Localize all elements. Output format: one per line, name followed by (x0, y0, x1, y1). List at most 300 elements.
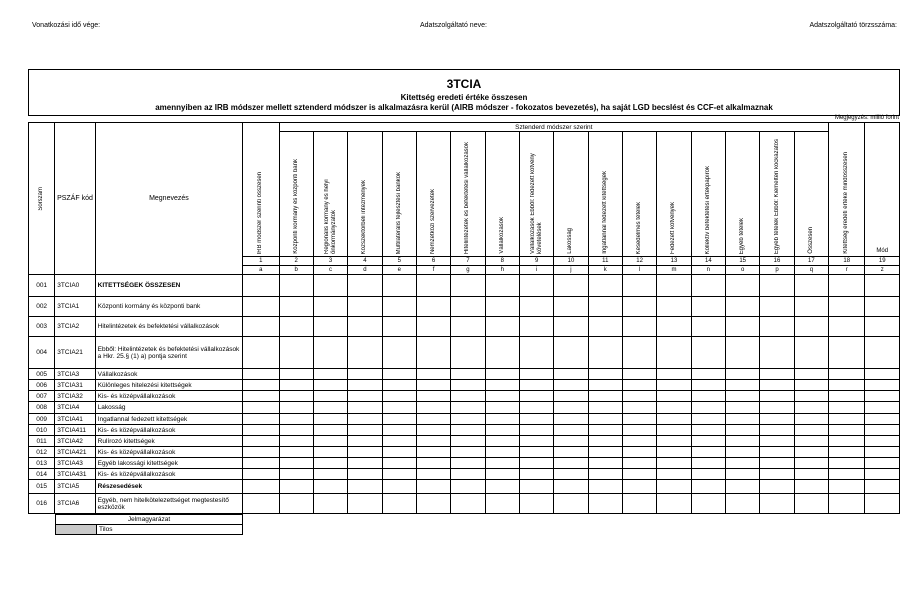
data-cell[interactable] (794, 436, 828, 447)
data-cell[interactable] (348, 297, 382, 317)
data-cell[interactable] (865, 458, 900, 469)
data-cell[interactable] (279, 391, 313, 402)
data-cell[interactable] (865, 425, 900, 436)
data-cell[interactable] (657, 414, 691, 425)
data-cell[interactable] (416, 380, 450, 391)
data-cell[interactable] (416, 480, 450, 494)
data-cell[interactable] (622, 391, 656, 402)
data-cell[interactable] (726, 391, 760, 402)
data-cell[interactable] (485, 337, 519, 369)
data-cell[interactable] (348, 402, 382, 414)
data-cell[interactable] (243, 436, 279, 447)
data-cell[interactable] (279, 380, 313, 391)
data-cell[interactable] (657, 480, 691, 494)
data-cell[interactable] (691, 369, 725, 380)
data-cell[interactable] (451, 317, 485, 337)
data-cell[interactable] (829, 337, 865, 369)
data-cell[interactable] (865, 275, 900, 297)
data-cell[interactable] (865, 447, 900, 458)
data-cell[interactable] (622, 337, 656, 369)
data-cell[interactable] (519, 425, 553, 436)
data-cell[interactable] (451, 447, 485, 458)
data-cell[interactable] (760, 458, 794, 469)
data-cell[interactable] (485, 458, 519, 469)
data-cell[interactable] (279, 317, 313, 337)
data-cell[interactable] (726, 275, 760, 297)
data-cell[interactable] (416, 447, 450, 458)
data-cell[interactable] (451, 414, 485, 425)
data-cell[interactable] (865, 436, 900, 447)
data-cell[interactable] (726, 402, 760, 414)
data-cell[interactable] (691, 447, 725, 458)
data-cell[interactable] (554, 402, 588, 414)
data-cell[interactable] (691, 275, 725, 297)
data-cell[interactable] (279, 337, 313, 369)
data-cell[interactable] (829, 391, 865, 402)
data-cell[interactable] (760, 380, 794, 391)
data-cell[interactable] (382, 337, 416, 369)
data-cell[interactable] (279, 402, 313, 414)
data-cell[interactable] (657, 425, 691, 436)
data-cell[interactable] (243, 480, 279, 494)
data-cell[interactable] (554, 414, 588, 425)
data-cell[interactable] (519, 447, 553, 458)
data-cell[interactable] (865, 414, 900, 425)
data-cell[interactable] (485, 436, 519, 447)
data-cell[interactable] (313, 317, 347, 337)
data-cell[interactable] (657, 391, 691, 402)
data-cell[interactable] (865, 494, 900, 514)
data-cell[interactable] (691, 414, 725, 425)
data-cell[interactable] (588, 480, 622, 494)
data-cell[interactable] (348, 369, 382, 380)
data-cell[interactable] (485, 297, 519, 317)
data-cell[interactable] (622, 380, 656, 391)
data-cell[interactable] (794, 494, 828, 514)
data-cell[interactable] (348, 469, 382, 480)
data-cell[interactable] (829, 425, 865, 436)
data-cell[interactable] (760, 447, 794, 458)
data-cell[interactable] (313, 469, 347, 480)
data-cell[interactable] (416, 391, 450, 402)
data-cell[interactable] (348, 275, 382, 297)
data-cell[interactable] (416, 458, 450, 469)
data-cell[interactable] (243, 425, 279, 436)
data-cell[interactable] (794, 275, 828, 297)
data-cell[interactable] (485, 469, 519, 480)
data-cell[interactable] (588, 297, 622, 317)
data-cell[interactable] (588, 447, 622, 458)
data-cell[interactable] (519, 458, 553, 469)
data-cell[interactable] (382, 275, 416, 297)
data-cell[interactable] (726, 414, 760, 425)
data-cell[interactable] (760, 391, 794, 402)
data-cell[interactable] (519, 402, 553, 414)
data-cell[interactable] (691, 317, 725, 337)
data-cell[interactable] (382, 297, 416, 317)
data-cell[interactable] (588, 391, 622, 402)
data-cell[interactable] (313, 402, 347, 414)
data-cell[interactable] (865, 337, 900, 369)
data-cell[interactable] (760, 297, 794, 317)
data-cell[interactable] (726, 494, 760, 514)
data-cell[interactable] (416, 494, 450, 514)
data-cell[interactable] (485, 275, 519, 297)
data-cell[interactable] (485, 447, 519, 458)
data-cell[interactable] (794, 369, 828, 380)
data-cell[interactable] (760, 317, 794, 337)
data-cell[interactable] (313, 494, 347, 514)
data-cell[interactable] (279, 436, 313, 447)
data-cell[interactable] (794, 317, 828, 337)
data-cell[interactable] (348, 380, 382, 391)
data-cell[interactable] (794, 425, 828, 436)
data-cell[interactable] (382, 458, 416, 469)
data-cell[interactable] (313, 425, 347, 436)
data-cell[interactable] (554, 275, 588, 297)
data-cell[interactable] (829, 402, 865, 414)
data-cell[interactable] (588, 402, 622, 414)
data-cell[interactable] (760, 436, 794, 447)
data-cell[interactable] (726, 425, 760, 436)
data-cell[interactable] (691, 480, 725, 494)
data-cell[interactable] (657, 337, 691, 369)
data-cell[interactable] (313, 447, 347, 458)
data-cell[interactable] (451, 380, 485, 391)
data-cell[interactable] (519, 317, 553, 337)
data-cell[interactable] (279, 458, 313, 469)
data-cell[interactable] (865, 480, 900, 494)
data-cell[interactable] (382, 369, 416, 380)
data-cell[interactable] (519, 480, 553, 494)
data-cell[interactable] (554, 337, 588, 369)
data-cell[interactable] (794, 337, 828, 369)
data-cell[interactable] (451, 337, 485, 369)
data-cell[interactable] (313, 436, 347, 447)
data-cell[interactable] (519, 337, 553, 369)
data-cell[interactable] (588, 317, 622, 337)
data-cell[interactable] (691, 380, 725, 391)
data-cell[interactable] (313, 480, 347, 494)
data-cell[interactable] (313, 414, 347, 425)
data-cell[interactable] (451, 369, 485, 380)
data-cell[interactable] (657, 317, 691, 337)
data-cell[interactable] (760, 494, 794, 514)
data-cell[interactable] (243, 391, 279, 402)
data-cell[interactable] (313, 275, 347, 297)
data-cell[interactable] (451, 458, 485, 469)
data-cell[interactable] (760, 469, 794, 480)
data-cell[interactable] (279, 275, 313, 297)
data-cell[interactable] (760, 275, 794, 297)
data-cell[interactable] (794, 447, 828, 458)
data-cell[interactable] (829, 480, 865, 494)
data-cell[interactable] (519, 494, 553, 514)
data-cell[interactable] (554, 425, 588, 436)
data-cell[interactable] (588, 380, 622, 391)
data-cell[interactable] (554, 458, 588, 469)
data-cell[interactable] (243, 317, 279, 337)
data-cell[interactable] (416, 414, 450, 425)
data-cell[interactable] (485, 425, 519, 436)
data-cell[interactable] (588, 414, 622, 425)
data-cell[interactable] (691, 391, 725, 402)
data-cell[interactable] (279, 480, 313, 494)
data-cell[interactable] (382, 480, 416, 494)
data-cell[interactable] (726, 317, 760, 337)
data-cell[interactable] (382, 317, 416, 337)
data-cell[interactable] (829, 447, 865, 458)
data-cell[interactable] (416, 275, 450, 297)
data-cell[interactable] (485, 369, 519, 380)
data-cell[interactable] (726, 447, 760, 458)
data-cell[interactable] (829, 369, 865, 380)
data-cell[interactable] (554, 391, 588, 402)
data-cell[interactable] (794, 391, 828, 402)
data-cell[interactable] (726, 380, 760, 391)
data-cell[interactable] (760, 480, 794, 494)
data-cell[interactable] (451, 480, 485, 494)
data-cell[interactable] (588, 425, 622, 436)
data-cell[interactable] (794, 402, 828, 414)
data-cell[interactable] (588, 436, 622, 447)
data-cell[interactable] (726, 458, 760, 469)
data-cell[interactable] (760, 414, 794, 425)
data-cell[interactable] (691, 458, 725, 469)
data-cell[interactable] (382, 436, 416, 447)
data-cell[interactable] (865, 369, 900, 380)
data-cell[interactable] (416, 369, 450, 380)
data-cell[interactable] (382, 402, 416, 414)
data-cell[interactable] (519, 275, 553, 297)
data-cell[interactable] (829, 494, 865, 514)
data-cell[interactable] (554, 494, 588, 514)
data-cell[interactable] (348, 337, 382, 369)
data-cell[interactable] (657, 369, 691, 380)
data-cell[interactable] (865, 402, 900, 414)
data-cell[interactable] (657, 436, 691, 447)
data-cell[interactable] (726, 436, 760, 447)
data-cell[interactable] (554, 436, 588, 447)
data-cell[interactable] (588, 458, 622, 469)
data-cell[interactable] (451, 402, 485, 414)
data-cell[interactable] (243, 414, 279, 425)
data-cell[interactable] (451, 436, 485, 447)
data-cell[interactable] (622, 317, 656, 337)
data-cell[interactable] (485, 317, 519, 337)
data-cell[interactable] (622, 414, 656, 425)
data-cell[interactable] (451, 275, 485, 297)
data-cell[interactable] (691, 402, 725, 414)
data-cell[interactable] (622, 369, 656, 380)
data-cell[interactable] (313, 337, 347, 369)
data-cell[interactable] (622, 436, 656, 447)
data-cell[interactable] (243, 469, 279, 480)
data-cell[interactable] (485, 494, 519, 514)
data-cell[interactable] (726, 297, 760, 317)
data-cell[interactable] (382, 425, 416, 436)
data-cell[interactable] (348, 391, 382, 402)
data-cell[interactable] (554, 297, 588, 317)
data-cell[interactable] (348, 458, 382, 469)
data-cell[interactable] (622, 469, 656, 480)
data-cell[interactable] (865, 391, 900, 402)
data-cell[interactable] (794, 469, 828, 480)
data-cell[interactable] (622, 425, 656, 436)
data-cell[interactable] (588, 337, 622, 369)
data-cell[interactable] (760, 425, 794, 436)
data-cell[interactable] (519, 297, 553, 317)
data-cell[interactable] (622, 480, 656, 494)
data-cell[interactable] (519, 391, 553, 402)
data-cell[interactable] (243, 297, 279, 317)
data-cell[interactable] (348, 494, 382, 514)
data-cell[interactable] (243, 458, 279, 469)
data-cell[interactable] (657, 380, 691, 391)
data-cell[interactable] (313, 391, 347, 402)
data-cell[interactable] (243, 369, 279, 380)
data-cell[interactable] (554, 480, 588, 494)
data-cell[interactable] (691, 469, 725, 480)
data-cell[interactable] (588, 369, 622, 380)
data-cell[interactable] (554, 447, 588, 458)
data-cell[interactable] (313, 380, 347, 391)
data-cell[interactable] (657, 447, 691, 458)
data-cell[interactable] (794, 380, 828, 391)
data-cell[interactable] (519, 414, 553, 425)
data-cell[interactable] (519, 469, 553, 480)
data-cell[interactable] (726, 369, 760, 380)
data-cell[interactable] (485, 402, 519, 414)
data-cell[interactable] (382, 414, 416, 425)
data-cell[interactable] (794, 297, 828, 317)
data-cell[interactable] (382, 494, 416, 514)
data-cell[interactable] (691, 436, 725, 447)
data-cell[interactable] (348, 436, 382, 447)
data-cell[interactable] (622, 297, 656, 317)
data-cell[interactable] (348, 317, 382, 337)
data-cell[interactable] (416, 337, 450, 369)
data-cell[interactable] (416, 425, 450, 436)
data-cell[interactable] (554, 369, 588, 380)
data-cell[interactable] (588, 494, 622, 514)
data-cell[interactable] (519, 436, 553, 447)
data-cell[interactable] (313, 369, 347, 380)
data-cell[interactable] (829, 297, 865, 317)
data-cell[interactable] (554, 380, 588, 391)
data-cell[interactable] (382, 447, 416, 458)
data-cell[interactable] (622, 458, 656, 469)
data-cell[interactable] (760, 369, 794, 380)
data-cell[interactable] (691, 297, 725, 317)
data-cell[interactable] (348, 425, 382, 436)
data-cell[interactable] (794, 414, 828, 425)
data-cell[interactable] (726, 469, 760, 480)
data-cell[interactable] (451, 425, 485, 436)
data-cell[interactable] (451, 494, 485, 514)
data-cell[interactable] (554, 469, 588, 480)
data-cell[interactable] (829, 458, 865, 469)
data-cell[interactable] (348, 447, 382, 458)
data-cell[interactable] (829, 317, 865, 337)
data-cell[interactable] (485, 391, 519, 402)
data-cell[interactable] (588, 275, 622, 297)
data-cell[interactable] (348, 480, 382, 494)
data-cell[interactable] (865, 380, 900, 391)
data-cell[interactable] (416, 402, 450, 414)
data-cell[interactable] (243, 275, 279, 297)
data-cell[interactable] (416, 317, 450, 337)
data-cell[interactable] (691, 337, 725, 369)
data-cell[interactable] (865, 469, 900, 480)
data-cell[interactable] (657, 297, 691, 317)
data-cell[interactable] (279, 469, 313, 480)
data-cell[interactable] (348, 414, 382, 425)
data-cell[interactable] (657, 494, 691, 514)
data-cell[interactable] (760, 337, 794, 369)
data-cell[interactable] (243, 447, 279, 458)
data-cell[interactable] (243, 494, 279, 514)
data-cell[interactable] (382, 380, 416, 391)
data-cell[interactable] (657, 402, 691, 414)
data-cell[interactable] (416, 436, 450, 447)
data-cell[interactable] (829, 414, 865, 425)
data-cell[interactable] (657, 458, 691, 469)
data-cell[interactable] (519, 369, 553, 380)
data-cell[interactable] (865, 317, 900, 337)
data-cell[interactable] (243, 402, 279, 414)
data-cell[interactable] (243, 380, 279, 391)
data-cell[interactable] (485, 480, 519, 494)
data-cell[interactable] (451, 391, 485, 402)
data-cell[interactable] (313, 458, 347, 469)
data-cell[interactable] (313, 297, 347, 317)
data-cell[interactable] (279, 447, 313, 458)
data-cell[interactable] (726, 480, 760, 494)
data-cell[interactable] (622, 402, 656, 414)
data-cell[interactable] (829, 469, 865, 480)
data-cell[interactable] (554, 317, 588, 337)
data-cell[interactable] (794, 480, 828, 494)
data-cell[interactable] (726, 337, 760, 369)
data-cell[interactable] (622, 275, 656, 297)
data-cell[interactable] (588, 469, 622, 480)
data-cell[interactable] (279, 494, 313, 514)
data-cell[interactable] (279, 297, 313, 317)
data-cell[interactable] (485, 414, 519, 425)
data-cell[interactable] (451, 297, 485, 317)
data-cell[interactable] (279, 425, 313, 436)
data-cell[interactable] (829, 380, 865, 391)
data-cell[interactable] (829, 436, 865, 447)
data-cell[interactable] (382, 391, 416, 402)
data-cell[interactable] (243, 337, 279, 369)
data-cell[interactable] (416, 297, 450, 317)
data-cell[interactable] (279, 369, 313, 380)
data-cell[interactable] (657, 275, 691, 297)
data-cell[interactable] (865, 297, 900, 317)
data-cell[interactable] (451, 469, 485, 480)
data-cell[interactable] (691, 425, 725, 436)
data-cell[interactable] (485, 380, 519, 391)
data-cell[interactable] (760, 402, 794, 414)
data-cell[interactable] (622, 494, 656, 514)
data-cell[interactable] (416, 469, 450, 480)
data-cell[interactable] (382, 469, 416, 480)
data-cell[interactable] (691, 494, 725, 514)
data-cell[interactable] (622, 447, 656, 458)
data-cell[interactable] (657, 469, 691, 480)
